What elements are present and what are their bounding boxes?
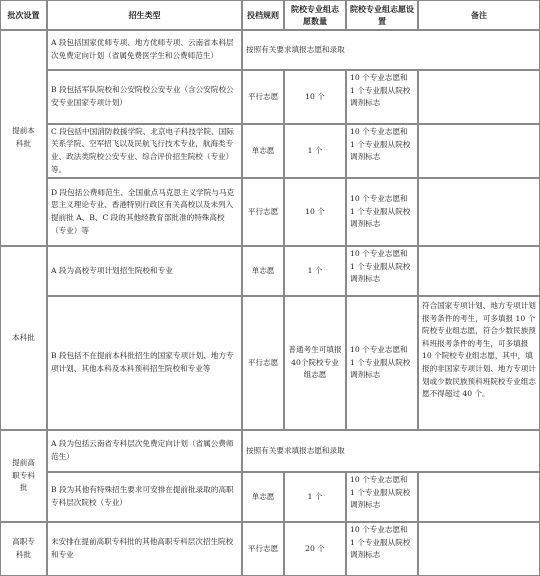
row-count: 1 个 xyxy=(284,124,346,178)
batch-undergrad-label: 本科批 xyxy=(12,332,35,342)
header-note: 备注 xyxy=(418,0,540,30)
row-category: D 段包括公费师范生、全国重点马克思主义学院与马克思主义理论专业、香港特别行政区有关高校以及未列入提前批 A、B、C 段的其他经教育部批准的特殊高校（专业）等 xyxy=(47,178,242,246)
row-setting: 10 个专业志愿和 1 个专业服从院校调剂标志 xyxy=(346,522,418,576)
row-category: A 段为包括云南省专科层次免费定向计划（省属公费师范生） xyxy=(47,430,242,472)
row-setting: 10 个专业志愿和 1 个专业服从院校调剂标志 xyxy=(346,246,418,296)
row-rule: 单志愿 xyxy=(242,472,284,522)
batch-early-undergrad xyxy=(0,30,47,246)
row-count: 普通考生可填报40个院校专业组志愿 xyxy=(284,296,346,430)
row-note-empty xyxy=(418,472,540,522)
batch-early-vocational xyxy=(0,430,47,522)
row-note-empty xyxy=(418,246,540,296)
row-rule: 单志愿 xyxy=(242,246,284,296)
row-rule: 平行志愿 xyxy=(242,178,284,246)
row-merged-note: 按照有关要求填报志愿和录取 xyxy=(242,430,540,472)
row-setting xyxy=(346,178,418,246)
batch-vocational-label: 高职专科批 xyxy=(12,537,35,559)
row-count: 10 个 xyxy=(284,70,346,124)
row-rule: 平行志愿 xyxy=(242,296,284,430)
row-rule: 单志愿 xyxy=(242,124,284,178)
row-category: A 段包括国家优师专项、地方优师专项、云南省本科层次免费定向计划（省属免费医学生和公费师范生） xyxy=(47,30,242,70)
row-note-empty xyxy=(418,124,540,178)
row-note-empty xyxy=(418,70,540,124)
batch-vocational xyxy=(0,522,47,576)
row-category: C 段包括中国消防救援学院、北京电子科技学院、国际关系学院、空军招飞以及民航飞行技术专业，航海类专业、政法类院校公安专业、综合评价招生院校（专业）等。 xyxy=(47,124,242,178)
row-category: B 段为其他有特殊招生要求可安排在提前批录取的高职专科层次院校（专业） xyxy=(47,472,242,522)
row-rule: 平行志愿 xyxy=(242,70,284,124)
row-category: 未安排在提前高职专科批的其他高职专科层次招生院校和专业 xyxy=(47,522,242,576)
row-setting xyxy=(346,296,418,430)
row-setting-text: 10 个专业志愿和 1 个专业服从院校调剂标志 xyxy=(350,194,411,229)
row-count: 10 个 xyxy=(284,178,346,246)
row-count: 1 个 xyxy=(284,472,346,522)
header-setting: 院校专业组志愿设置 xyxy=(346,0,418,30)
row-note-empty xyxy=(418,178,540,246)
row-category: B 段包括不在提前本科批招生的国家专项计划、地方专项计划、其他本科及本科预科招生院校和专业等 xyxy=(47,296,242,430)
row-rule: 平行志愿 xyxy=(242,522,284,576)
batch-early-undergrad-label: 提前本科批 xyxy=(12,126,35,148)
header-batch: 批次设置 xyxy=(0,0,47,30)
batch-undergrad xyxy=(0,246,47,430)
row-setting: 10 个专业志愿和 1 个专业服从院校调剂标志 xyxy=(346,70,418,124)
row-note: 符合国家专项计划、地方专项计划报考条件的考生，可多填报 10 个院校专业组志愿，符合少数民族预科班报考条件的考生，可多填报 10 个院校专业组志愿，其中，填报的非国家专项计划、地方专项计划或少数民族预科班院校专业组志愿不得超过 40 个。 xyxy=(418,296,540,430)
header-rule: 投档规则 xyxy=(242,0,284,30)
row-count: 20 个 xyxy=(284,522,346,576)
row-setting: 10 个专业志愿和 1 个专业服从院校调剂标志 xyxy=(346,472,418,522)
row-category: A 段为高校专项计划招生院校和专业 xyxy=(47,246,242,296)
header-category: 招生类型 xyxy=(47,0,242,30)
row-note-empty xyxy=(418,522,540,576)
header-count: 院校专业组志愿数量 xyxy=(284,0,346,30)
row-count: 1 个 xyxy=(284,246,346,296)
row-setting-text: 10 个专业志愿和 1 个专业服从院校调剂标志 xyxy=(350,345,411,380)
row-category: B 段包括军队院校和公安院校公安专业（含公安院校公安专业国家专项计划） xyxy=(47,70,242,124)
row-setting: 10 个专业志愿和 1 个专业服从院校调剂标志 xyxy=(346,124,418,178)
row-merged-note: 按照有关要求填报志愿和录取 xyxy=(242,30,540,70)
batch-early-vocational-label: 提前高职专科批 xyxy=(12,458,35,493)
